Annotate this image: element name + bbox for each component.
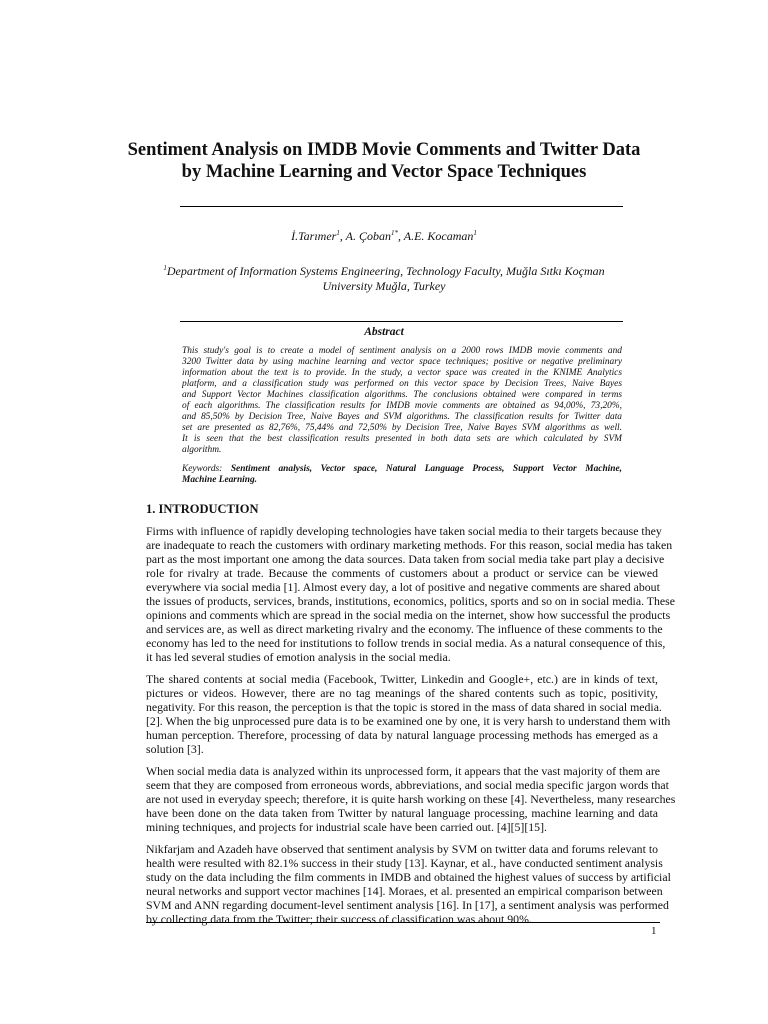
- author-2: , A. Çoban: [339, 229, 391, 243]
- body-line: Firms with influence of rapidly developing technologies have taken social media to their targets because they: [146, 524, 662, 538]
- body-line: solution [3].: [146, 742, 204, 756]
- body-line: [2]. When the big unprocessed pure data is to be examined one by one, it is very harsh to understand them with: [146, 714, 671, 728]
- body-line: economy has led to the need for institutions to follow trends in social media. As a natural consequence of this,: [146, 636, 666, 650]
- affiliation-mark: 1: [163, 264, 167, 272]
- body-line: negativity. For this reason, the perception is that the topic is stored in the mass of data shared in social media.: [146, 700, 662, 714]
- author-3-affil-mark: 1: [473, 229, 477, 237]
- title-line-1: Sentiment Analysis on IMDB Movie Comments and Twitter Data: [127, 140, 641, 160]
- title-line-2: by Machine Learning and Vector Space Techniques: [181, 162, 587, 182]
- body-line: role for rivalry at trade. Because the comments of customers about a product or service can be viewed: [146, 566, 658, 580]
- body-line: neural networks and support vector machines [14]. Moraes, et al. presented an empirical comparison between: [146, 884, 663, 898]
- body-line: The shared contents at social media (Facebook, Twitter, Linkedin and Google+, etc.) are in kinds of text,: [146, 672, 658, 686]
- body-line: opinions and comments which are spread in the social media on the internet, show how successful the products: [146, 608, 671, 622]
- body-line: health were resulted with 82.1% success in their study [13]. Kaynar, et al., have conducted sentiment analysis: [146, 856, 663, 870]
- body-line: Nikfarjam and Azadeh have observed that sentiment analysis by SVM on twitter data and forums relevant to: [146, 842, 658, 856]
- body-line: SVM and ANN regarding document-level sentiment analysis [16]. In [17], a sentiment analysis was performed: [146, 898, 669, 912]
- body-line: human perception. Therefore, processing of data by natural language processing methods has emerged as a: [146, 728, 658, 742]
- paper-title: [120, 139, 648, 183]
- body-line: part as the most important one among the data sources. Data taken from social media take part play a decisive: [146, 552, 665, 566]
- author-3: , A.E. Kocaman: [397, 229, 474, 243]
- abstract-line: 3200 Twitter data by using machine learning and vector space techniques; positive or negative preliminary: [182, 357, 622, 367]
- title-divider: [180, 206, 623, 207]
- body-line: the issues of products, services, brands, institutions, economics, politics, sports and so on in social media. These: [146, 594, 675, 608]
- body-line: it has led several studies of emotion analysis in the social media.: [146, 650, 451, 664]
- affiliation-line-2: University Muğla, Turkey: [322, 279, 446, 293]
- abstract-line: of each algorithms. The classification results for IMDB movie comments are obtained as 94,00%, 73,20%,: [182, 401, 622, 411]
- body-line: seem that they are composed from erroneous words, abbreviations, and social media specific jargon words that: [146, 778, 669, 792]
- affiliation: [100, 264, 668, 294]
- abstract-line: platform, and a classification study was performed on this vector space by Decision Trees, Naive Bayes: [182, 379, 622, 389]
- body-line: mining techniques, and projects for industrial scale have been carried out. [4][5][15].: [146, 820, 547, 834]
- section-heading: 1. INTRODUCTION: [146, 502, 259, 516]
- abstract-line: and 85,50% by Decision Tree, Naive Bayes and SVM algorithms. The classification results for Twitter data: [182, 412, 622, 422]
- keywords-label: Keywords:: [182, 464, 223, 474]
- affiliation-line-1: Department of Information Systems Engineering, Technology Faculty, Muğla Sıtkı Koçman: [166, 264, 605, 278]
- author-list: [0, 229, 768, 244]
- author-1: İ.Tarımer: [291, 229, 337, 243]
- body-line: When social media data is analyzed within its unprocessed form, it appears that the vast majority of them are: [146, 764, 660, 778]
- body-line: study on the data including the film comments in IMDB and obtained the highest values of success by artificial: [146, 870, 671, 884]
- body-line: are not used in everyday speech; therefore, it is quite harsh working on these [4]. Nevertheless, many researches: [146, 792, 676, 806]
- abstract-line: This study's goal is to create a model of sentiment analysis on a 2000 rows IMDB movie comments and: [182, 346, 622, 356]
- keywords-text-cont: Machine Learning.: [182, 475, 258, 485]
- page-number: 1: [651, 925, 657, 937]
- abstract-line: algorithm.: [182, 445, 222, 455]
- author-1-affil-mark: 1: [336, 229, 340, 237]
- author-2-affil-mark: 1*: [390, 229, 398, 237]
- abstract-line: set are presented as 82,76%, 75,44% and 72,50% by Decision Tree, Naive Bayes SVM algorithms as well.: [182, 423, 622, 433]
- keywords-line: [182, 464, 622, 475]
- abstract-line: and Support Vector Machines classification algorithms. The conclusions obtained were compared in terms: [182, 390, 622, 400]
- keywords-text: Sentiment analysis, Vector space, Natural Language Process, Support Vector Machine,: [230, 464, 622, 474]
- footer-divider: [146, 922, 660, 923]
- body-line: and services are, as well as direct marketing rivalry and the economy. The influence of these comments to the: [146, 622, 663, 636]
- body-line: have been done on the data taken from Twitter by natural language processing, machine learning and data: [146, 806, 658, 820]
- abstract-line: It is seen that the best classification results presented in both data sets are which calculated by SVM: [182, 434, 622, 444]
- body-line: are inadequate to reach the customers with ordinary marketing methods. For this reason, social media has taken: [146, 538, 673, 552]
- body-line: pictures or videos. However, there are no tag meanings of the shared contents such as topic, positivity,: [146, 686, 658, 700]
- abstract-heading: Abstract: [364, 326, 404, 338]
- abstract-divider: [180, 321, 623, 322]
- abstract-line: information about the text is to provide. In the study, a vector space was created in the KNIME Analytics: [182, 368, 622, 378]
- body-line: everywhere via social media [1]. Almost every day, a lot of positive and negative comments are shared about: [146, 580, 660, 594]
- keywords-line: [182, 475, 622, 486]
- body-line: by collecting data from the Twitter; their success of classification was about 90%.: [146, 912, 532, 926]
